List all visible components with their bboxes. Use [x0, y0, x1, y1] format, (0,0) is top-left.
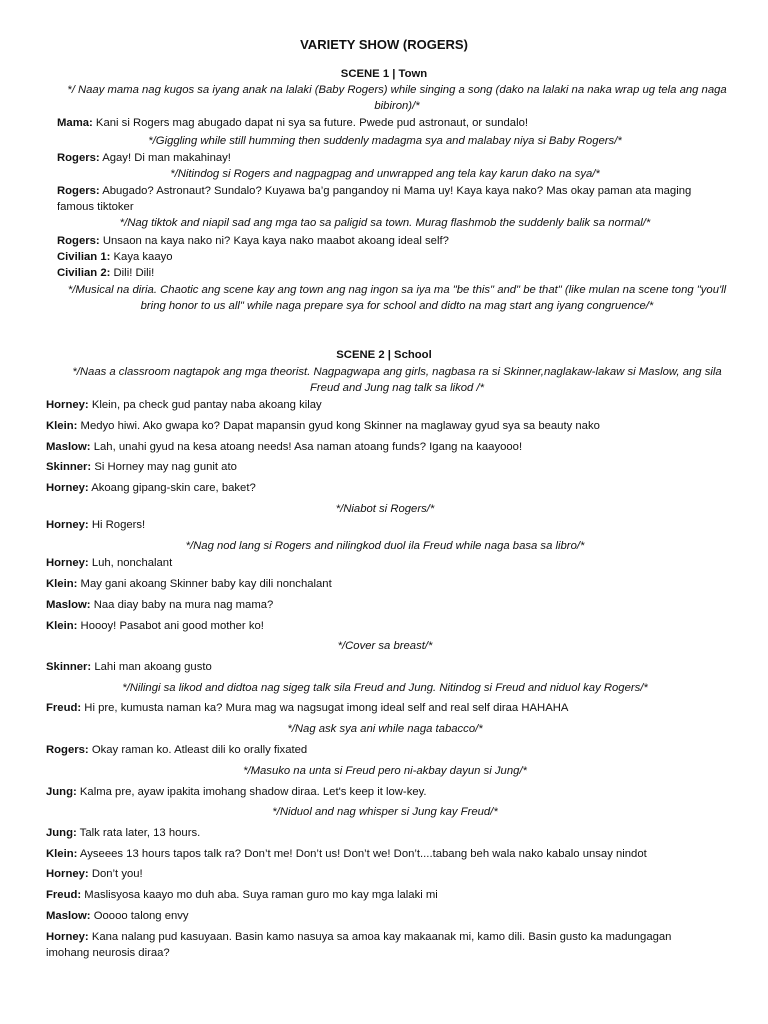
dialogue-text: Kalma pre, ayaw ipakita imohang shadow diraa. Let's keep it low-key. [76, 786, 427, 798]
dialogue-line [46, 742, 307, 758]
dialogue-line [46, 846, 647, 862]
dialogue-line [46, 825, 200, 841]
stage-direction: */Nag nod lang si Rogers and nilingkod duol ila Freud while naga basa sa libro/* [185, 540, 585, 552]
document-title: VARIETY SHOW (ROGERS) [300, 37, 468, 52]
speaker-name: Klein: [46, 620, 78, 632]
dialogue-line [57, 183, 717, 215]
stage-direction: */ Naay mama nag kugos sa iyang anak na lalaki (Baby Rogers) while singing a song (dako na lalaki na naka wrap ug tela ang naga bibiron)/* [67, 84, 727, 112]
stage-direction: */Masuko na unta si Freud pero ni-akbay dayun si Jung/* [243, 765, 527, 777]
dialogue-text: Medyo hiwi. Ako gwapa ko? Dapat mapansin gyud kong Skinner na maglaway gyud sya sa beauty nako [77, 420, 600, 432]
dialogue-text: Luh, nonchalant [88, 557, 173, 569]
dialogue-text: Abugado? Astronaut? Sundalo? Kuyawa ba’g pangandoy ni Mama uy! Kaya kaya nako? Mas okay paman ata maging famous tiktoker [57, 185, 692, 213]
dialogue-line [46, 459, 237, 475]
speaker-name: Skinner: [46, 461, 92, 473]
dialogue-text: Si Horney may nag gunit ato [91, 461, 237, 473]
dialogue-line [46, 929, 716, 961]
speaker-name: Horney: [46, 399, 89, 411]
speaker-name: Freud: [46, 702, 82, 714]
dialogue-text: Ooooo talong envy [90, 910, 189, 922]
scene-1-heading: SCENE 1 | Town [340, 68, 428, 80]
speaker-name: Horney: [46, 868, 89, 880]
dialogue-text: Talk rata later, 13 hours. [76, 827, 201, 839]
dialogue-text: Maslisyosa kaayo mo duh aba. Suya raman guro mo kay mga lalaki mi [81, 889, 438, 901]
speaker-name: Skinner: [46, 661, 92, 673]
dialogue-line [57, 249, 173, 265]
dialogue-line [46, 866, 143, 882]
speaker-name: Maslow: [46, 441, 91, 453]
stage-direction: */Nitindog si Rogers and nagpagpag and unwrapped ang tela kay karun dako na sya/* [170, 168, 600, 180]
dialogue-line [46, 480, 256, 496]
dialogue-line [46, 439, 522, 455]
dialogue-text: Ayseees 13 hours tapos talk ra? Don’t me! Don’t us! Don’t we! Don’t....tabang beh wala nako kabalo unsay nindot [77, 848, 647, 860]
dialogue-text: Hoooy! Pasabot ani good mother ko! [77, 620, 264, 632]
speaker-name: Jung: [46, 786, 77, 798]
dialogue-line [57, 265, 154, 281]
stage-direction: */Cover sa breast/* [337, 640, 433, 652]
speaker-name: Jung: [46, 827, 77, 839]
stage-direction: */Giggling while still humming then suddenly madagma sya and malabay niya si Baby Rogers/* [148, 135, 622, 147]
speaker-name: Civilian 1: [57, 251, 111, 263]
dialogue-line [46, 618, 264, 634]
dialogue-line [46, 700, 568, 716]
speaker-name: Klein: [46, 848, 78, 860]
dialogue-line [57, 150, 231, 166]
dialogue-text: Hi Rogers! [88, 519, 146, 531]
scene-2-heading: SCENE 2 | School [336, 349, 432, 361]
dialogue-line [46, 784, 427, 800]
speaker-name: Horney: [46, 557, 89, 569]
stage-direction: */Nilingi sa likod and didtoa nag sigeg talk sila Freud and Jung. Nitindog si Freud and niduol kay Rogers/* [122, 682, 648, 694]
dialogue-text: Don’t you! [88, 868, 143, 880]
dialogue-text: Naa diay baby na mura nag mama? [90, 599, 274, 611]
dialogue-line [46, 418, 600, 434]
dialogue-line [57, 233, 449, 249]
speaker-name: Maslow: [46, 910, 91, 922]
stage-direction: */Nag ask sya ani while naga tabacco/* [287, 723, 483, 735]
speaker-name: Rogers: [57, 185, 100, 197]
dialogue-text: Lahi man akoang gusto [91, 661, 212, 673]
dialogue-text: Kana nalang pud kasuyaan. Basin kamo nasuya sa amoa kay makaanak mi, kamo dili. Basin gusto ka madungagan imohang neurosis diraa? [46, 931, 672, 959]
speaker-name: Mama: [57, 117, 93, 129]
dialogue-line [46, 397, 322, 413]
dialogue-text: May gani akoang Skinner baby kay dili nonchalant [77, 578, 332, 590]
dialogue-text: Hi pre, kumusta naman ka? Mura mag wa nagsugat imong ideal self and real self diraa HAHAHA [81, 702, 569, 714]
dialogue-line [46, 908, 189, 924]
stage-direction: */Niduol and nag whisper si Jung kay Freud/* [272, 806, 498, 818]
speaker-name: Maslow: [46, 599, 91, 611]
stage-direction: */Musical na diria. Chaotic ang scene kay ang town ang nag ingon sa iya ma "be this" and" be that" (like mulan na scene tong "you'll bring honor to us all" while naga prepare sya for school and didto na mag start ang iyang congruence/* [67, 284, 727, 312]
speaker-name: Horney: [46, 482, 89, 494]
stage-direction: */Naas a classroom nagtapok ang mga theorist. Nagpagwapa ang girls, nagbasa ra si Skinner,naglakaw-lakaw si Maslow, ang sila Freud and Jung nag talk sa likod /* [72, 366, 722, 394]
speaker-name: Klein: [46, 578, 78, 590]
dialogue-text: Kani si Rogers mag abugado dapat ni sya sa future. Pwede pud astronaut, or sundalo! [92, 117, 529, 129]
speaker-name: Rogers: [57, 235, 100, 247]
speaker-name: Horney: [46, 931, 89, 943]
dialogue-text: Klein, pa check gud pantay naba akoang kilay [88, 399, 322, 411]
dialogue-line [46, 887, 438, 903]
dialogue-text: Agay! Di man makahinay! [99, 152, 231, 164]
dialogue-text: Akoang gipang-skin care, baket? [88, 482, 256, 494]
dialogue-text: Kaya kaayo [110, 251, 173, 263]
stage-direction: */Nag tiktok and niapil sad ang mga tao sa paligid sa town. Murag flashmob the suddenly balik sa normal/* [119, 217, 651, 229]
dialogue-line [57, 115, 528, 131]
dialogue-text: Lah, unahi gyud na kesa atoang needs! Asa naman atoang funds? Igang na kaayooo! [90, 441, 523, 453]
dialogue-text: Okay raman ko. Atleast dili ko orally fixated [88, 744, 308, 756]
dialogue-line [46, 597, 273, 613]
speaker-name: Rogers: [46, 744, 89, 756]
speaker-name: Klein: [46, 420, 78, 432]
speaker-name: Civilian 2: [57, 267, 111, 279]
dialogue-line [46, 576, 332, 592]
speaker-name: Horney: [46, 519, 89, 531]
dialogue-line [46, 659, 212, 675]
dialogue-text: Unsaon na kaya nako ni? Kaya kaya nako maabot akoang ideal self? [99, 235, 449, 247]
dialogue-line [46, 517, 145, 533]
dialogue-line [46, 555, 172, 571]
speaker-name: Rogers: [57, 152, 100, 164]
dialogue-text: Dili! Dili! [110, 267, 155, 279]
stage-direction: */Niabot si Rogers/* [335, 503, 435, 515]
speaker-name: Freud: [46, 889, 82, 901]
